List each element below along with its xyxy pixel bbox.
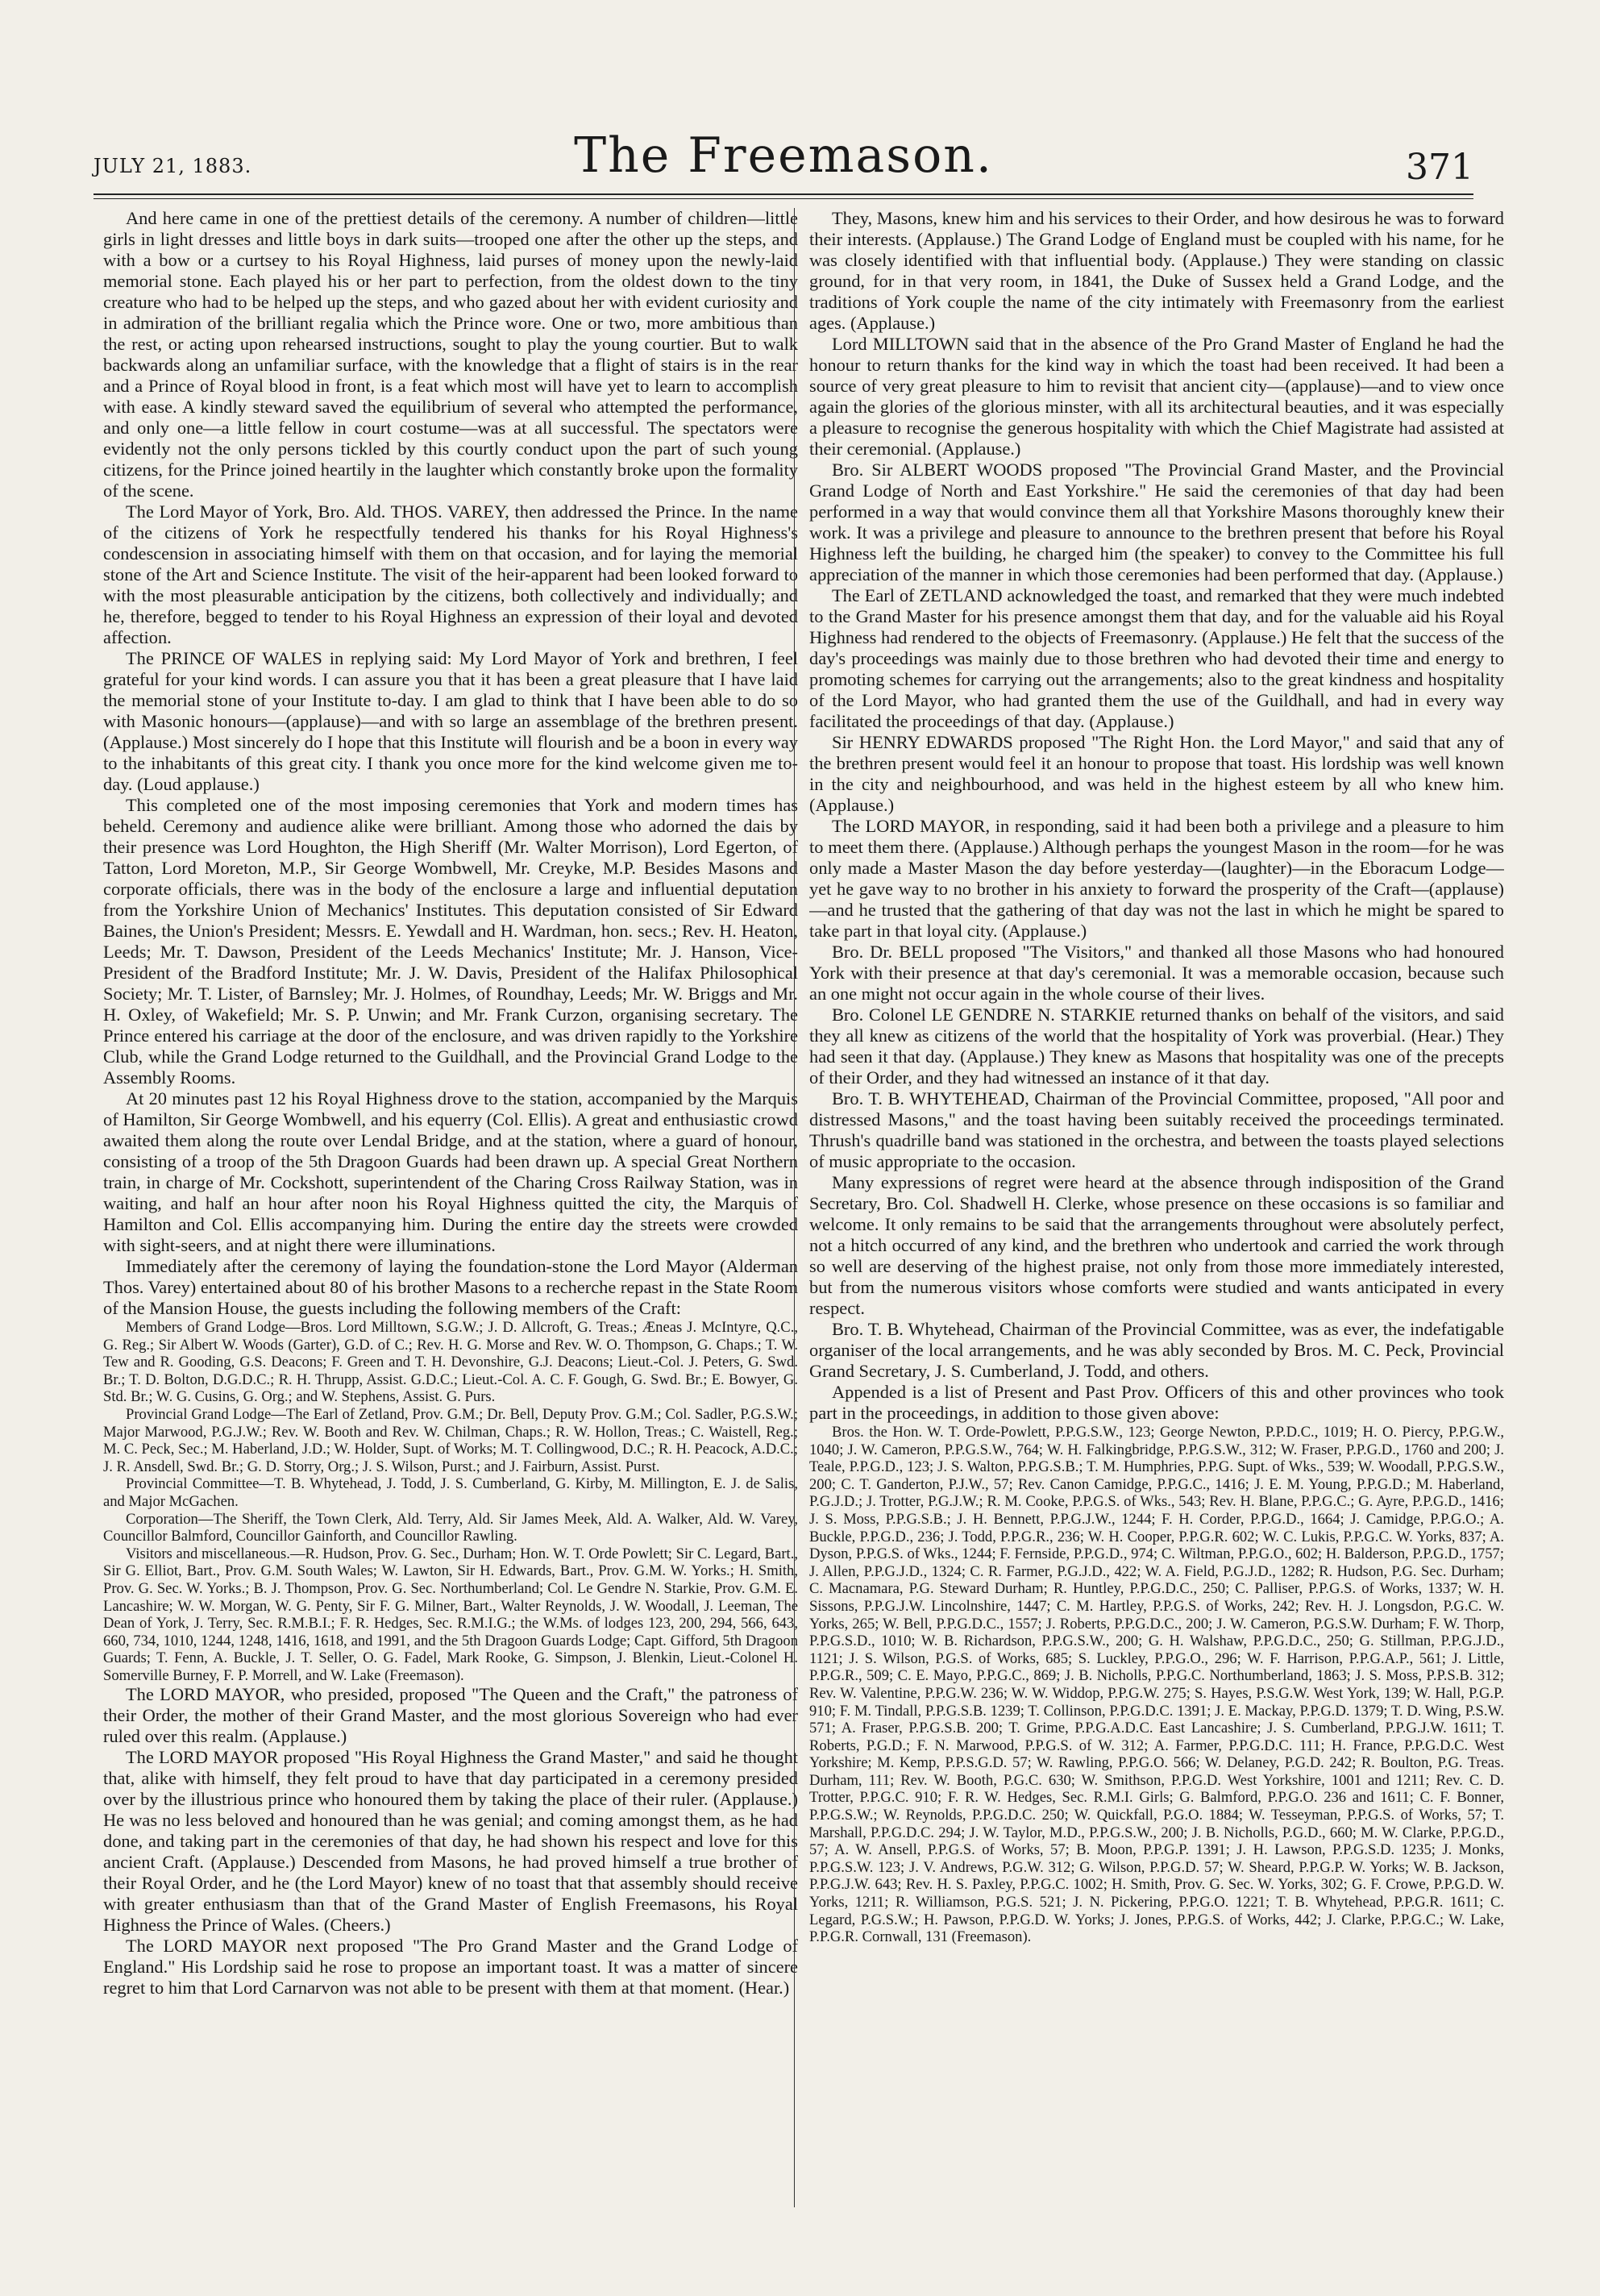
attendee-list: Provincial Committee—T. B. Whytehead, J. Todd, J. S. Cumberland, G. Kirby, M. Millington, E. J. de Salis, and Major McGachen. xyxy=(103,1475,798,1510)
issue-date: JULY 21, 1883. xyxy=(94,155,252,177)
paragraph: Bro. T. B. WHYTEHEAD, Chairman of the Provincial Committee, proposed, "All poor and distressed Masons," and the toast having been suitably received the proceedings terminated. Thrush's quadrille band was stationed in the orchestra, and between the toasts played selections of music appropriate to the occasion. xyxy=(809,1088,1504,1171)
attendee-list: Visitors and miscellaneous.—R. Hudson, Prov. G. Sec., Durham; Hon. W. T. Orde Powlett; Sir C. Legard, Bart., Sir G. Elliot, Bart., Prov. G.M. South Wales; W. Lawton, Sir H. Edwards, Bart., Prov. G.M. W. Yorks.; H. Smith, Prov. G. Sec. W. Yorks.; B. J. Thompson, Prov. G. Sec. Northumberland; Col. Le Gendre N. Starkie, Prov. G.M. E. Lancashire; W. W. Morgan, W. G. Penty, Sir F. G. Milner, Bart., Walter Reynolds, J. W. Woodall, J. Leeman, The Dean of York, J. Terry, Sec. R.M.B.I.; F. R. Hedges, Sec. R.M.I.G.; the W.Ms. of lodges 123, 200, 294, 566, 643, 660, 734, 1010, 1244, 1248, 1416, 1618, and 1991, and the 5th Dragoon Guards Lodge; Capt. Gifford, 5th Dragoon Guards; T. Fenn, A. Buckle, J. T. Seller, O. G. Fadel, Mark Rooke, G. Simpson, J. Blenkin, Lieut.-Colonel H. Somerville Burney, F. P. Morrell, and W. Lake (Freemason). xyxy=(103,1545,798,1684)
paragraph: Bro. Dr. BELL proposed "The Visitors," and thanked all those Masons who had honoured York with their presence at that day's ceremonial. It was a memorable occasion, because such an one might not occur again in the whole course of their lives. xyxy=(809,942,1504,1004)
paragraph: Bro. Colonel LE GENDRE N. STARKIE returned thanks on behalf of the visitors, and said they all knew as citizens of the world that the hospitality of York was proverbial. (Hear.) They had seen it that day. (Applause.) They knew as Masons that hospitality was one of the precepts of their Order, and they had witnessed an instance of it that day. xyxy=(809,1004,1504,1088)
paragraph: The Lord Mayor of York, Bro. Ald. THOS. VAREY, then addressed the Prince. In the name of the citizens of York he respectfully tendered his thanks for his Royal Highness's condescension in associating himself with them on that occasion, and for laying the memorial stone of the Art and Science Institute. The visit of the heir-apparent had been looked forward to with the most pleasurable anticipation by the citizens, both collectively and individually; and he, therefore, begged to tender to his Royal Highness an expression of their loyal and devoted affection. xyxy=(103,501,798,647)
paragraph: The Earl of ZETLAND acknowledged the toast, and remarked that they were much indebted to the Grand Master for his presence amongst them that day, and for the valuable aid his Royal Highness had rendered to the objects of Freemasonry. (Applause.) He felt that the success of the day's proceedings was mainly due to those brethren who had devoted their time and energy to promoting schemes for carrying out the arrangements; also to the great kindness and hospitality of the Lord Mayor, who had granted them the use of the Guildhall, and had in every way facilitated the proceedings of that day. (Applause.) xyxy=(809,585,1504,731)
paragraph: Lord MILLTOWN said that in the absence of the Pro Grand Master of England he had the honour to return thanks for the kind way in which the toast had been received. It had been a source of very great pleasure to him to revisit that ancient city—(applause)—and to view once again the glories of the glorious minster, with all its architectural beauties, and it was especially a pleasure to recognise the generous hospitality with which the Chief Magistrate had assisted at their ceremonial. (Applause.) xyxy=(809,334,1504,459)
paragraph: Bro. T. B. Whytehead, Chairman of the Provincial Committee, was as ever, the indefatigable organiser of the local arrangements, and he was ably seconded by Bros. M. C. Peck, Provincial Grand Secretary, J. S. Cumberland, J. Todd, and others. xyxy=(809,1319,1504,1381)
attendee-list: Members of Grand Lodge—Bros. Lord Milltown, S.G.W.; J. D. Allcroft, G. Treas.; Æneas J. McIntyre, Q.C., G. Reg.; Sir Albert W. Woods (Garter), G.D. of C.; Rev. H. G. Morse and Rev. W. O. Thompson, G. Chaps.; T. W. Tew and R. Gooding, G.S. Deacons; F. Green and T. H. Devonshire, G.J. Deacons; Lieut.-Col. J. Peters, G. Swd. Br.; T. D. Bolton, D.G.D.C.; R. H. Thrupp, Assist. G.D.C.; Lieut.-Col. A. C. F. Gough, G. Swd. Br.; E. Bowyer, G. Std. Br.; W. G. Cusins, G. Org.; and W. Stephens, Assist. G. Purs. xyxy=(103,1319,798,1406)
paragraph: The PRINCE OF WALES in replying said: My Lord Mayor of York and brethren, I feel grateful for your kind words. I can assure you that it has been a great pleasure that I have laid the memorial stone of your Institute to-day. I am glad to think that I have been able to do so with Masonic honours—(applause)—and with so large an assemblage of the brethren present. (Applause.) Most sincerely do I hope that this Institute will flourish and be a boon in every way to the inhabitants of this great city. I thank you once more for the kind welcome given me to-day. (Loud applause.) xyxy=(103,648,798,794)
paragraph: Many expressions of regret were heard at the absence through indisposition of the Grand Secretary, Bro. Col. Shadwell H. Clerke, whose presence on these occasions is so familiar and welcome. It only remains to be said that the arrangements throughout were absolutely perfect, not a hitch occurred of any kind, and the brethren who undertook and carried the work through so well are deserving of the highest praise, not only from those more immediately interested, but from the numerous visitors whose comforts were studied and wants anticipated in every respect. xyxy=(809,1172,1504,1318)
paragraph: And here came in one of the prettiest details of the ceremony. A number of children—little girls in light dresses and little boys in dark suits—trooped one after the other up the steps, and with a bow or a curtsey to his Royal Highness, laid purses of money upon the newly-laid memorial stone. Each played his or her part to perfection, from the oldest down to the tiny creature who had to be helped up the steps, and who gazed about her with evident curiosity and in admiration of the brilliant regalia which the Prince wore. One or two, more ambitious than the rest, or acting upon rehearsed instructions, sought to play the young courtier. But to walk backwards along an unfamiliar surface, with the knowledge that a flight of stairs is in the rear and a Prince of Royal blood in front, is a feat which most will have yet to learn to accomplish with ease. A kindly steward saved the equilibrium of several who attempted the performance, and only one—a little fellow in court costume—was at all successful. The spectators were evidently not the only persons tickled by this courtly conduct upon the part of such young citizens, for the Prince joined heartily in the laughter which constantly broke upon the formality of the scene. xyxy=(103,208,798,501)
masthead xyxy=(94,113,1473,193)
left-column xyxy=(103,208,798,2207)
paragraph: Appended is a list of Present and Past Prov. Officers of this and other provinces who took part in the proceedings, in addition to those given above: xyxy=(809,1382,1504,1423)
paragraph: At 20 minutes past 12 his Royal Highness drove to the station, accompanied by the Marquis of Hamilton, Sir George Wombwell, and his equerry (Col. Ellis). A great and enthusiastic crowd awaited them along the route over Lendal Bridge, and at the station, where a guard of honour, consisting of a troop of the 5th Dragoon Guards had been drawn up. A special Great Northern train, in charge of Mr. Cockshott, superintendent of the Charing Cross Railway Station, was in waiting, and half an hour after noon his Royal Highness quitted the city, the Marquis of Hamilton and Col. Ellis accompanying him. During the entire day the streets were crowded with sight-seers, and at night there were illuminations. xyxy=(103,1088,798,1255)
paragraph: Sir HENRY EDWARDS proposed "The Right Hon. the Lord Mayor," and said that any of the brethren present would feel it an honour to propose that toast. His lordship was well known in the city and neighbourhood, and was held in the highest esteem by all who knew him. (Applause.) xyxy=(809,732,1504,815)
officers-list: Bros. the Hon. W. T. Orde-Powlett, P.P.G.S.W., 123; George Newton, P.P.D.C., 1019; H. O. Piercy, P.P.G.W., 1040; J. W. Cameron, P.P.G.S.W., 764; W. H. Falkingbridge, P.P.G.S.W., 312; W. Fraser, P.P.G.D., 1760 and 200; J. Teale, P.P.G.D., 123; J. S. Walton, P.P.G.S.B.; T. M. Humphries, P.P.G. Supt. of Wks., 539; W. Woodall, P.P.G.S.W., 200; C. T. Ganderton, P.J.W., 57; Rev. Canon Camidge, P.P.G.C., 1416; J. E. M. Young, P.P.G.D.; M. Haberland, P.G.J.D.; J. Trotter, P.G.J.W.; R. M. Cooke, P.P.G.S. of Wks., 543; Rev. H. Blane, P.P.G.C.; G. Ayre, P.P.G.D., 1416; J. S. Moss, P.P.G.S.B.; J. H. Bennett, P.P.G.J.W., 1244; F. H. Corder, P.P.G.D., 1664; J. Camidge, P.P.G.O.; A. Buckle, P.P.G.D., 236; J. Todd, P.P.G.R., 236; W. H. Cooper, P.P.G.R. 602; W. C. Lukis, P.P.G.C. W. Yorks, 837; A. Dyson, P.P.G.S. of Wks., 1244; F. Fernside, P.P.G.D., 974; C. Wiltman, P.P.G.O., 602; H. Balderson, P.P.G.D., 1757; J. Allen, P.P.G.J.D., 1324; C. R. Farmer, P.G.J.D., 422; W. A. Field, P.G.J.D., 1282; R. Hudson, P.G. Sec. Durham; C. Macnamara, P.G. Steward Durham; R. Huntley, P.P.G.D.C., 250; C. Palliser, P.P.G.S. of Works, 1337; W. H. Sissons, P.P.G.J.W. Lincolnshire, 1447; C. M. Hartley, P.P.G.S. of Works, 242; Rev. H. J. Longsdon, P.G.C. W. Yorks, 265; W. Bell, P.P.G.D.C., 1557; J. Roberts, P.P.G.D.C., 200; J. W. Cameron, P.G.S.W. Durham; F. W. Thorp, P.P.G.S.D., 1010; W. B. Richardson, P.P.G.S.W., 200; G. H. Walshaw, P.P.G.D.C., 250; G. Stillman, P.P.G.J.D., 1121; J. S. Wilson, P.G.S. of Works, 685; S. Luckley, P.P.G.O., 296; W. F. Harrison, P.P.G.A.P., 561; J. Little, P.P.G.R., 509; C. E. Mayo, P.P.G.C., 869; J. B. Nicholls, P.P.G.C. Northumberland, 1863; J. S. Moss, P.P.S.B. 312; Rev. W. Valentine, P.P.G.W. 236; W. W. Widdop, P.P.G.W. 275; S. Hayes, P.S.G.W. West York, 139; W. Hall, P.G.P. 910; F. M. Tindall, P.P.G.S.B. 1239; T. Collinson, P.P.G.D.C. 1391; J. E. Mackay, P.P.G.D. 1379; T. D. Wing, P.S.W. 571; A. Fraser, P.P.G.S.B. 200; T. Grime, P.P.G.A.D.C. East Lancashire; J. S. Cumberland, P.P.G.J.W. 1611; T. Roberts, P.G.D.; F. N. Marwood, P.P.G.S. of W. 312; A. Farmer, P.P.G.D.C. 111; H. France, P.P.G.D.C. West Yorkshire; M. Kemp, P.P.S.G.D. 57; W. Rawling, P.P.G.O. 566; W. Delaney, P.G.D. 242; R. Boulton, P.G. Treas. Durham, 111; Rev. W. Booth, P.G.C. 630; W. Smithson, P.P.G.D. West Yorkshire, 1001 and 1211; Rev. C. D. Trotter, P.P.G.C. 910; F. R. W. Hedges, Sec. R.M.I. Girls; G. Balmford, P.P.G.O. 236 and 1611; C. F. Bonner, P.P.G.S.W.; W. Reynolds, P.P.G.D.C. 250; W. Quickfall, P.G.O. 1884; W. Tesseyman, P.P.G.S. of Works, 57; T. Marshall, P.P.G.D.C. 294; J. W. Taylor, M.D., P.P.G.S.W., 200; J. B. Nicholls, P.G.D., 660; M. W. Clarke, P.P.G.D., 57; A. W. Ansell, P.P.G.S. of Works, 57; B. Moon, P.P.G.P. 1391; J. H. Lawson, P.P.G.S.D. 1235; J. Monks, P.P.G.S.W. 123; J. V. Andrews, P.G.W. 312; G. Wilson, P.P.G.D. 57; W. Sheard, P.P.G.P. W. Yorks; W. B. Jackson, P.P.G.J.W. 643; Rev. H. S. Paxley, P.P.G.C. 1002; H. Smith, Prov. G. Sec. W. Yorks, 302; G. F. Crowe, P.P.G.D. W. Yorks, 1211; R. Williamson, P.G.S. 521; J. N. Pickering, P.P.G.O. 1221; T. B. Whytehead, P.P.G.R. 1611; C. Legard, P.G.S.W.; H. Pawson, P.P.G.D. W. Yorks; J. Jones, P.P.G.S. of Works, 442; J. Clarke, P.P.G.C.; W. Lake, P.P.G.R. Cornwall, 131 (Freemason). xyxy=(809,1424,1504,1946)
page-number: 371 xyxy=(1406,147,1473,188)
paragraph: The LORD MAYOR next proposed "The Pro Grand Master and the Grand Lodge of England." His Lordship said he rose to propose an important toast. It was a matter of sincere regret to him that Lord Carnarvon was not able to be present with them at that moment. (Hear.) xyxy=(103,1936,798,1999)
paragraph: Immediately after the ceremony of laying the foundation-stone the Lord Mayor (Alderman Thos. Varey) entertained about 80 of his brother Masons to a recherche repast in the State Room of the Mansion House, the guests including the following members of the Craft: xyxy=(103,1256,798,1318)
paragraph: Bro. Sir ALBERT WOODS proposed "The Provincial Grand Master, and the Provincial Grand Lodge of North and East Yorkshire." He said the ceremonies of that day had been performed in a way that would convince them all that Yorkshire Masons thoroughly knew their work. It was a privilege and pleasure to announce to the brethren present that before his Royal Highness left the building, he charged him (the speaker) to convey to the Committee his full appreciation of the manner in which those ceremonies had been performed that day. (Applause.) xyxy=(809,460,1504,584)
attendee-list: Corporation—The Sheriff, the Town Clerk, Ald. Terry, Ald. Sir James Meek, Ald. A. Walker, Ald. W. Varey, Councillor Balmford, Councillor Gainforth, and Councillor Rawling. xyxy=(103,1510,798,1545)
publication-title: The Freemason. xyxy=(574,127,993,184)
paragraph: They, Masons, knew him and his services to their Order, and how desirous he was to forward their interests. (Applause.) The Grand Lodge of England must be coupled with his name, for he was closely identified with that influential body. (Applause.) They were standing on classic ground, for in that very room, in 1841, the Duke of Sussex held a Grand Lodge, and the traditions of York couple the name of the city intimately with Freemasonry from the earliest ages. (Applause.) xyxy=(809,208,1504,333)
paragraph: The LORD MAYOR, who presided, proposed "The Queen and the Craft," the patroness of their Order, the mother of their Grand Master, and the most glorious Sovereign who had ever ruled over this realm. (Applause.) xyxy=(103,1684,798,1747)
column-divider xyxy=(794,208,795,2207)
right-column xyxy=(809,208,1504,2207)
paragraph: This completed one of the most imposing ceremonies that York and modern times has beheld. Ceremony and audience alike were brilliant. Among those who adorned the dais by their presence was Lord Houghton, the High Sheriff (Mr. Walter Morrison), Lord Egerton, of Tatton, Lord Moreton, M.P., Sir George Wombwell, Mr. Creyke, M.P. Besides Masons and corporate officials, there was in the body of the enclosure a large and influential deputation from the Yorkshire Union of Mechanics' Institutes. This deputation consisted of Sir Edward Baines, the Union's President; Messrs. E. Yewdall and H. Wardman, hon. secs.; Rev. H. Heaton, Leeds; Mr. T. Dawson, President of the Leeds Mechanics' Institute; Mr. J. Hanson, Vice-President of the Bradford Institute; Mr. J. W. Davis, President of the Halifax Philosophical Society; Mr. T. Lister, of Barnsley; Mr. J. Holmes, of Roundhay, Leeds; Mr. W. Briggs and Mr. H. Oxley, of Wakefield; Mr. S. P. Unwin; and Mr. Frank Curzon, organising secretary. The Prince entered his carriage at the door of the enclosure, and was driven rapidly to the Yorkshire Club, while the Grand Lodge returned to the Guildhall, and the Provincial Grand Lodge to the Assembly Rooms. xyxy=(103,795,798,1088)
paragraph: The LORD MAYOR, in responding, said it had been both a privilege and a pleasure to him to meet them there. (Applause.) Although perhaps the youngest Mason in the room—for he was only made a Master Mason the day before yesterday—(laughter)—in the Eboracum Lodge—yet he gave way to no brother in his anxiety to forward the prosperity of the Craft—(applause)—and he trusted that the gathering of that day was not the last in which he might be spared to take part in that loyal city. (Applause.) xyxy=(809,816,1504,941)
header-rule-thin xyxy=(94,198,1473,199)
attendee-list: Provincial Grand Lodge—The Earl of Zetland, Prov. G.M.; Dr. Bell, Deputy Prov. G.M.; Col. Sadler, P.G.S.W.; Major Marwood, P.G.J.W.; Rev. W. Booth and Rev. W. Chilman, Chaps.; R. W. Hollon, Treas.; C. Waistell, Reg.; M. C. Peck, Sec.; M. Haberland, J.D.; W. Holder, Supt. of Works; M. T. Collingwood, D.C.; R. H. Peacock, A.D.C.; J. R. Ansdell, Swd. Br.; G. D. Storry, Org.; J. S. Wilson, Purst.; and J. Fairburn, Assist. Purst. xyxy=(103,1405,798,1475)
paragraph: The LORD MAYOR proposed "His Royal Highness the Grand Master," and said he thought that, alike with himself, they felt proud to have that day participated in a ceremony presided over by the illustrious prince who honoured them by taking the place of their ruler. (Applause.) He was no less beloved and honoured than he was genial; and coming amongst them, as he had done, and taking part in the ceremonies of that day, he had shown his respect and love for this ancient Craft. (Applause.) Descended from Masons, he had proved himself a true brother of their Royal Order, and he (the Lord Mayor) knew of no toast that that assembly should receive with greater enthusiasm than that of the Grand Master of English Freemasons, his Royal Highness the Prince of Wales. (Cheers.) xyxy=(103,1747,798,1936)
header-rule xyxy=(94,193,1473,195)
